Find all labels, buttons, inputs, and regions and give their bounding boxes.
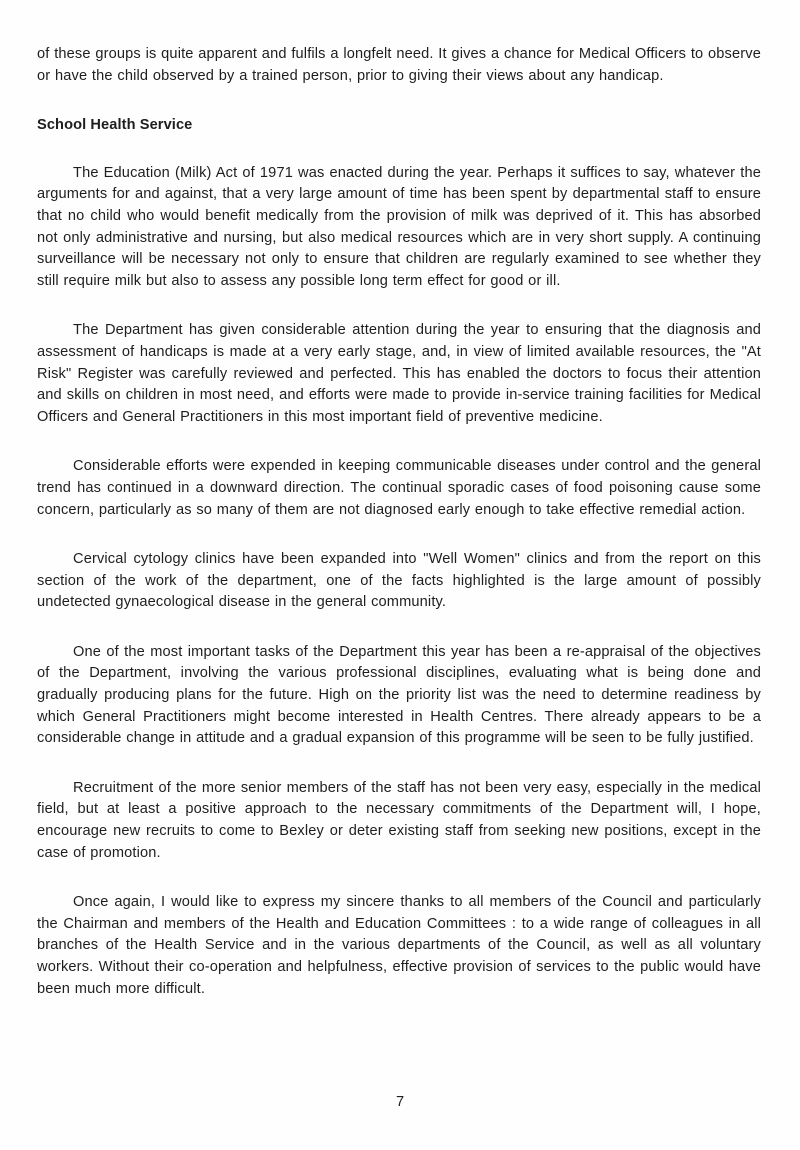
paragraph-handicaps: The Department has given considerable attention during the year to ensuring that the diagnosis and assessment of handicaps is made at a very early stage, and, in view of limited available resources, the "At Risk" Register was carefully reviewed and perfected. This has enabled the doctors to focus their attention and skills on children in most need, and efforts were made to provide in-service training facilities for Medical Officers and General Practitioners in this most important field of preventive medicine. — [37, 322, 761, 425]
paragraph-communicable-diseases: Considerable efforts were expended in keeping communicable diseases under control and the general trend has continued in a downward direction. The continual sporadic cases of food poisoning cause some concern, particularly as so many of them are not diagnosed early enough to take effective remedial action. — [37, 458, 761, 518]
document-body — [37, 44, 761, 1028]
paragraph-reappraisal: One of the most important tasks of the Department this year has been a re-appraisal of the objectives of the Department, involving the various professional disciplines, evaluating what is being done and gradually producing plans for the future. High on the priority list was the need to determine readiness by which General Practitioners might become interested in Health Centres. There already appears to be a considerable change in attitude and a gradual expansion of this programme will be seen to be fully justified. — [37, 643, 761, 747]
page-number: 7 — [395, 1094, 405, 1110]
paragraph-continuation: of these groups is quite apparent and fulfils a longfelt need. It gives a chance for Medical Officers to observe or have the child observed by a trained person, prior to giving their views about any handicap. — [37, 46, 761, 84]
paragraph-milk-act: The Education (Milk) Act of 1971 was enacted during the year. Perhaps it suffices to say, whatever the arguments for and against, that a very large amount of time has been spent by departmental staff to ensure that no child who would benefit medically from the provision of milk was deprived of it. This has absorbed not only administrative and nursing, but also medical resources which are in very short supply. A continuing surveillance will be necessary not only to ensure that children are regularly examined to see whether they still require milk but also to assess any possible long term effect for good or ill. — [37, 164, 761, 289]
paragraph-cervical-cytology: Cervical cytology clinics have been expanded into "Well Women" clinics and from the report on this section of the work of the department, one of the facts highlighted is the large amount of possibly undetected gynaecological disease in the general community. — [37, 551, 761, 611]
paragraph-recruitment: Recruitment of the more senior members of the staff has not been very easy, especially in the medical field, but at least a positive approach to the necessary commitments of the Department will, I hope, encourage new recruits to come to Bexley or deter existing staff from seeking new positions, except in the case of promotion. — [37, 779, 761, 861]
section-heading: School Health Service — [37, 117, 193, 134]
paragraph-thanks: Once again, I would like to express my sincere thanks to all members of the Council and particularly the Chairman and members of the Health and Education Committees : to a wide range of colleagues in all branches of the Health Service and in the various departments of the Council, as well as all voluntary workers. Without their co-operation and helpfulness, effective provision of services to the public would have been much more difficult. — [37, 894, 761, 997]
